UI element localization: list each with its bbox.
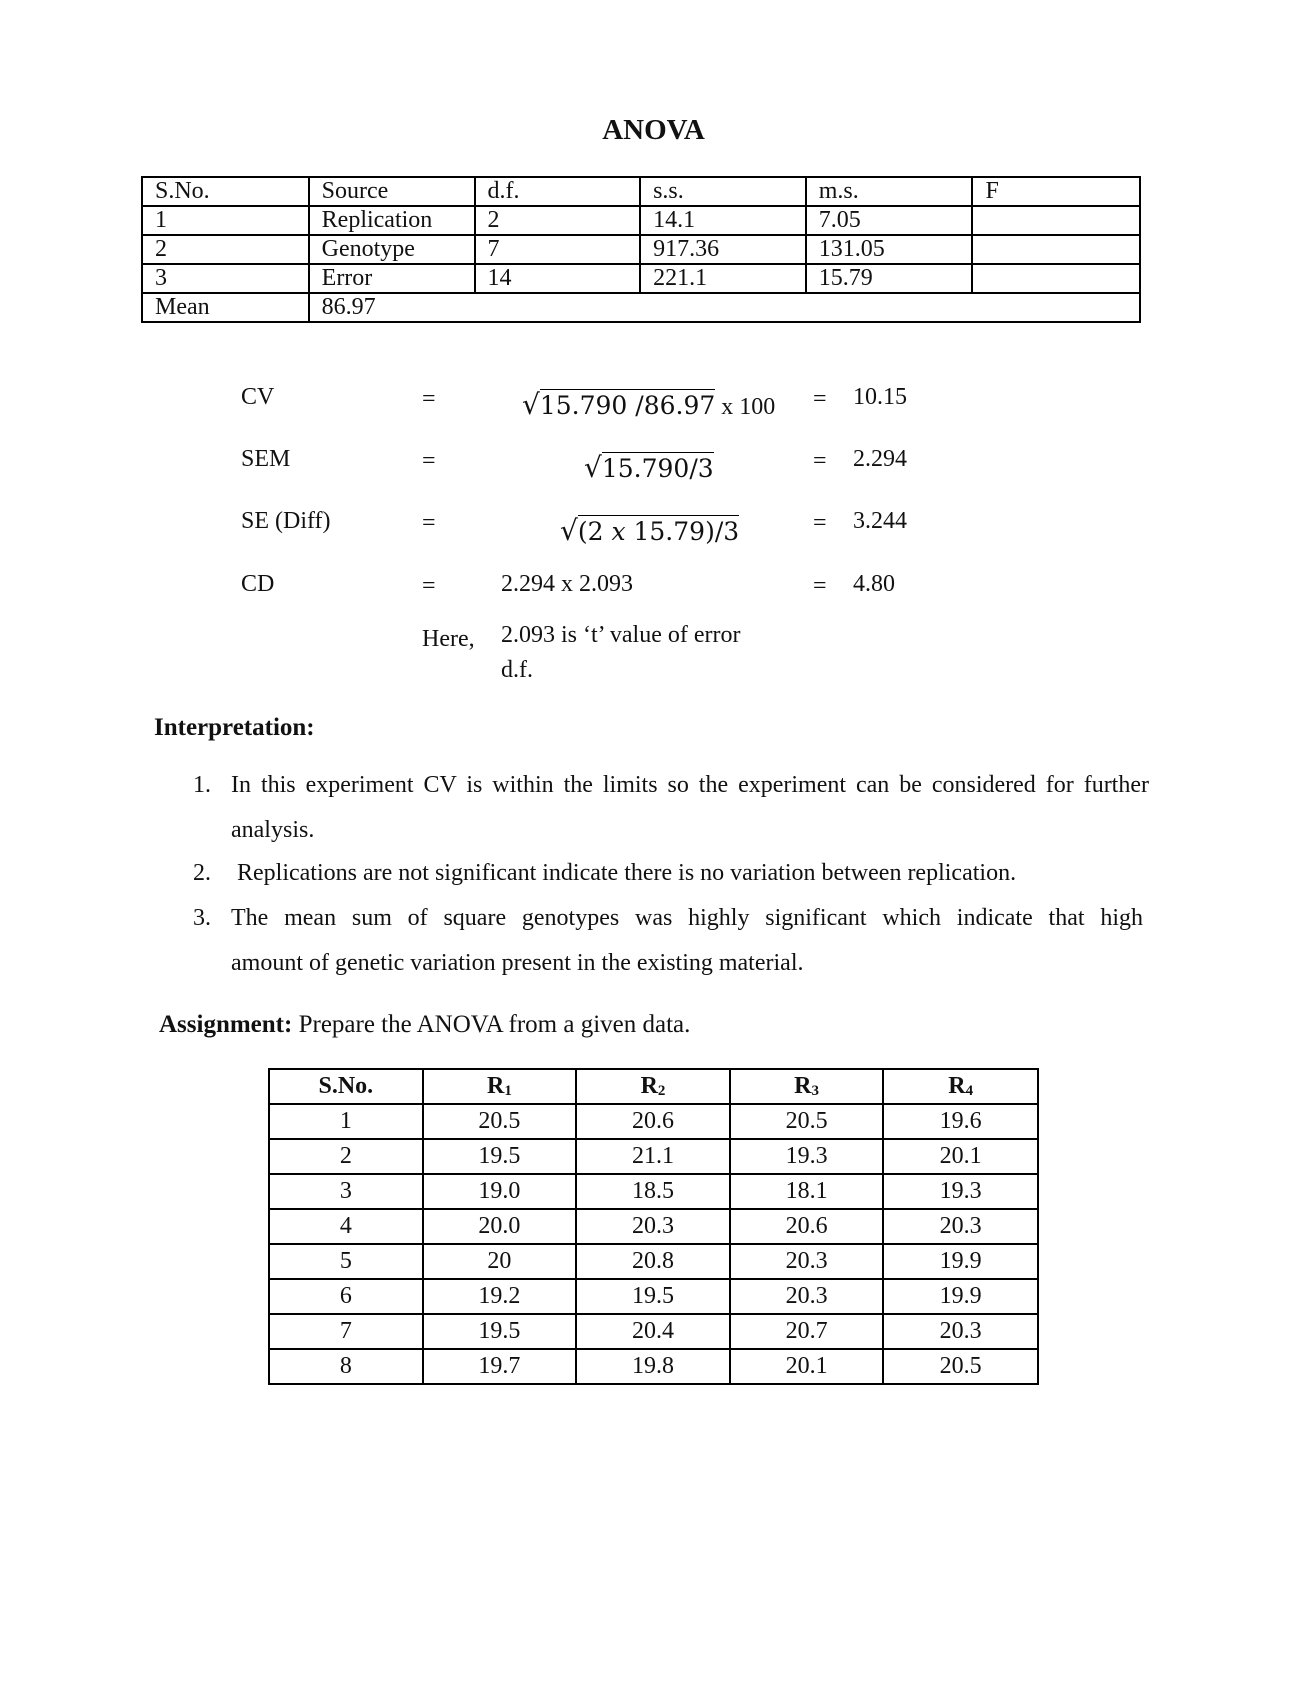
- table-cell: 6: [269, 1279, 423, 1314]
- calc-result-se-diff: 3.244: [853, 508, 907, 534]
- anova-table: [141, 176, 1141, 323]
- anova-cell: [972, 264, 1140, 293]
- table-cell: 20.3: [883, 1209, 1038, 1244]
- table-cell: 20.7: [730, 1314, 884, 1349]
- table-cell: 19.5: [423, 1314, 577, 1349]
- table-row: [269, 1279, 1038, 1314]
- data-header-cell: [423, 1069, 577, 1104]
- header-subscript: 3: [811, 1083, 819, 1099]
- table-cell: 1: [269, 1104, 423, 1139]
- header-subscript: 2: [657, 1083, 666, 1099]
- note-line-1: 2.093 is ‘t’ value of error: [501, 622, 741, 648]
- table-cell: 20.1: [730, 1349, 884, 1384]
- calc-result-cd: 4.80: [853, 571, 895, 597]
- anova-header-cell: S.No.: [142, 177, 309, 206]
- table-cell: 20.8: [576, 1244, 730, 1279]
- interpretation-heading: Interpretation:: [154, 714, 315, 741]
- interpretation-item-1-line-2: analysis.: [231, 817, 315, 843]
- table-cell: 20.3: [730, 1279, 884, 1314]
- anova-row: [142, 206, 1140, 235]
- data-table-body: [269, 1104, 1038, 1384]
- table-cell: 20.6: [730, 1209, 884, 1244]
- table-row: [269, 1314, 1038, 1349]
- anova-cell: Genotype: [309, 235, 475, 264]
- table-cell: 19.9: [883, 1279, 1038, 1314]
- table-cell: 20: [423, 1244, 577, 1279]
- table-cell: 18.5: [576, 1174, 730, 1209]
- anova-cell: 2: [475, 206, 641, 235]
- anova-cell: 15.79: [806, 264, 973, 293]
- table-cell: 20.0: [423, 1209, 577, 1244]
- calc-label-sem: SEM: [241, 446, 291, 472]
- note-prefix: Here,: [422, 626, 475, 652]
- data-header-cell: [730, 1069, 884, 1104]
- anova-cell: 131.05: [806, 235, 973, 264]
- calc-equals: =: [422, 448, 436, 474]
- anova-cell: 917.36: [640, 235, 806, 264]
- header-text: R: [794, 1073, 812, 1099]
- table-cell: 20.5: [730, 1104, 884, 1139]
- item-number: 1.: [193, 772, 211, 798]
- table-cell: 20.5: [883, 1349, 1038, 1384]
- anova-cell: 1: [142, 206, 309, 235]
- interpretation-item-1-line-1: In this experiment CV is within the limits so the experiment can be considered for further: [231, 772, 1149, 798]
- data-header-cell: [883, 1069, 1038, 1104]
- data-header-cell: [576, 1069, 730, 1104]
- calc-equals: =: [422, 386, 436, 412]
- table-cell: 19.5: [423, 1139, 577, 1174]
- anova-mean-label: Mean: [142, 293, 309, 322]
- table-cell: 19.9: [883, 1244, 1038, 1279]
- header-text: R: [640, 1073, 658, 1099]
- table-cell: 19.6: [883, 1104, 1038, 1139]
- interpretation-item-2-line-1: Replications are not significant indicate there is no variation between replication.: [237, 860, 1017, 886]
- interpretation-item-3-line-2: amount of genetic variation present in the existing material.: [231, 950, 804, 976]
- anova-row: [142, 235, 1140, 264]
- table-cell: 20.1: [883, 1139, 1038, 1174]
- calc-result-equals: =: [813, 573, 827, 599]
- anova-cell: 7.05: [806, 206, 973, 235]
- table-row: [269, 1244, 1038, 1279]
- anova-cell: Error: [309, 264, 475, 293]
- calc-result-equals: =: [813, 510, 827, 536]
- se-diff-formula: [560, 514, 739, 547]
- calc-result-sem: 2.294: [853, 446, 907, 472]
- assignment-text: Prepare the ANOVA from a given data.: [292, 1011, 691, 1038]
- anova-header-cell: m.s.: [806, 177, 973, 206]
- table-cell: 20.3: [730, 1244, 884, 1279]
- sqrt-icon: √: [584, 451, 602, 484]
- table-row: [269, 1209, 1038, 1244]
- sqrt-icon: √: [560, 514, 578, 547]
- sqrt-icon: √: [522, 388, 540, 421]
- interpretation-item-1: [193, 772, 211, 799]
- cv-formula: [522, 388, 775, 421]
- cv-formula-suffix: x 100: [715, 394, 776, 420]
- anova-header-cell: d.f.: [475, 177, 641, 206]
- table-cell: 20.3: [883, 1314, 1038, 1349]
- sem-formula: [584, 451, 714, 484]
- table-cell: 21.1: [576, 1139, 730, 1174]
- se-diff-formula-radicand: (2 𝑥 15.79)/3: [577, 517, 740, 546]
- table-cell: 7: [269, 1314, 423, 1349]
- calc-label-cv: CV: [241, 384, 275, 410]
- table-cell: 20.4: [576, 1314, 730, 1349]
- table-cell: 19.5: [576, 1279, 730, 1314]
- page-title: ANOVA: [602, 114, 705, 146]
- calc-equals: =: [422, 510, 436, 536]
- table-row: [269, 1349, 1038, 1384]
- anova-header-cell: Source: [309, 177, 475, 206]
- anova-mean-row: [142, 293, 1140, 322]
- table-row: [269, 1104, 1038, 1139]
- calc-label-se-diff: SE (Diff): [241, 508, 331, 534]
- interpretation-item-3-line-1: The mean sum of square genotypes was highly significant which indicate that high: [231, 905, 1143, 931]
- table-cell: 3: [269, 1174, 423, 1209]
- calc-result-equals: =: [813, 448, 827, 474]
- calc-equals: =: [422, 573, 436, 599]
- table-cell: 18.1: [730, 1174, 884, 1209]
- anova-row: [142, 264, 1140, 293]
- table-cell: 8: [269, 1349, 423, 1384]
- anova-cell: 221.1: [640, 264, 806, 293]
- data-header-row: [269, 1069, 1038, 1104]
- table-cell: 20.3: [576, 1209, 730, 1244]
- calc-result-equals: =: [813, 386, 827, 412]
- table-cell: 19.2: [423, 1279, 577, 1314]
- anova-cell: 14.1: [640, 206, 806, 235]
- anova-cell: 14: [475, 264, 641, 293]
- table-cell: 19.7: [423, 1349, 577, 1384]
- interpretation-item-2: [193, 860, 211, 887]
- interpretation-item-3: [193, 905, 211, 932]
- header-text: R: [486, 1073, 505, 1099]
- anova-cell: [972, 235, 1140, 264]
- cd-formula: 2.294 x 2.093: [501, 571, 633, 597]
- table-cell: 4: [269, 1209, 423, 1244]
- table-row: [269, 1174, 1038, 1209]
- anova-cell: 7: [475, 235, 641, 264]
- anova-header-cell: s.s.: [640, 177, 806, 206]
- table-cell: 19.8: [576, 1349, 730, 1384]
- table-cell: 20.6: [576, 1104, 730, 1139]
- header-text: R: [948, 1073, 966, 1099]
- data-header-cell: S.No.: [269, 1069, 423, 1104]
- table-cell: 2: [269, 1139, 423, 1174]
- table-cell: 19.3: [730, 1139, 884, 1174]
- calc-result-cv: 10.15: [853, 384, 907, 410]
- calc-label-cd: CD: [241, 571, 275, 597]
- table-cell: 19.3: [883, 1174, 1038, 1209]
- anova-cell: Replication: [309, 206, 475, 235]
- table-cell: 5: [269, 1244, 423, 1279]
- assignment-data-table: [268, 1068, 1039, 1385]
- table-row: [269, 1139, 1038, 1174]
- table-cell: 20.5: [423, 1104, 577, 1139]
- table-cell: 19.0: [423, 1174, 577, 1209]
- header-subscript: 1: [504, 1083, 512, 1099]
- header-subscript: 4: [965, 1083, 974, 1099]
- sem-formula-radicand: 15.790/3: [601, 454, 714, 483]
- assignment-line: [159, 1011, 690, 1039]
- anova-cell: 2: [142, 235, 309, 264]
- anova-mean-value: 86.97: [309, 293, 1140, 322]
- item-number: 2.: [193, 860, 211, 886]
- anova-header-cell: F: [972, 177, 1140, 206]
- note-line-2: d.f.: [501, 657, 533, 683]
- cv-formula-radicand: 15.790 /86.97: [539, 391, 716, 420]
- item-number: 3.: [193, 905, 211, 931]
- anova-header-row: [142, 177, 1140, 206]
- assignment-label: Assignment:: [159, 1011, 293, 1038]
- anova-cell: 3: [142, 264, 309, 293]
- anova-cell: [972, 206, 1140, 235]
